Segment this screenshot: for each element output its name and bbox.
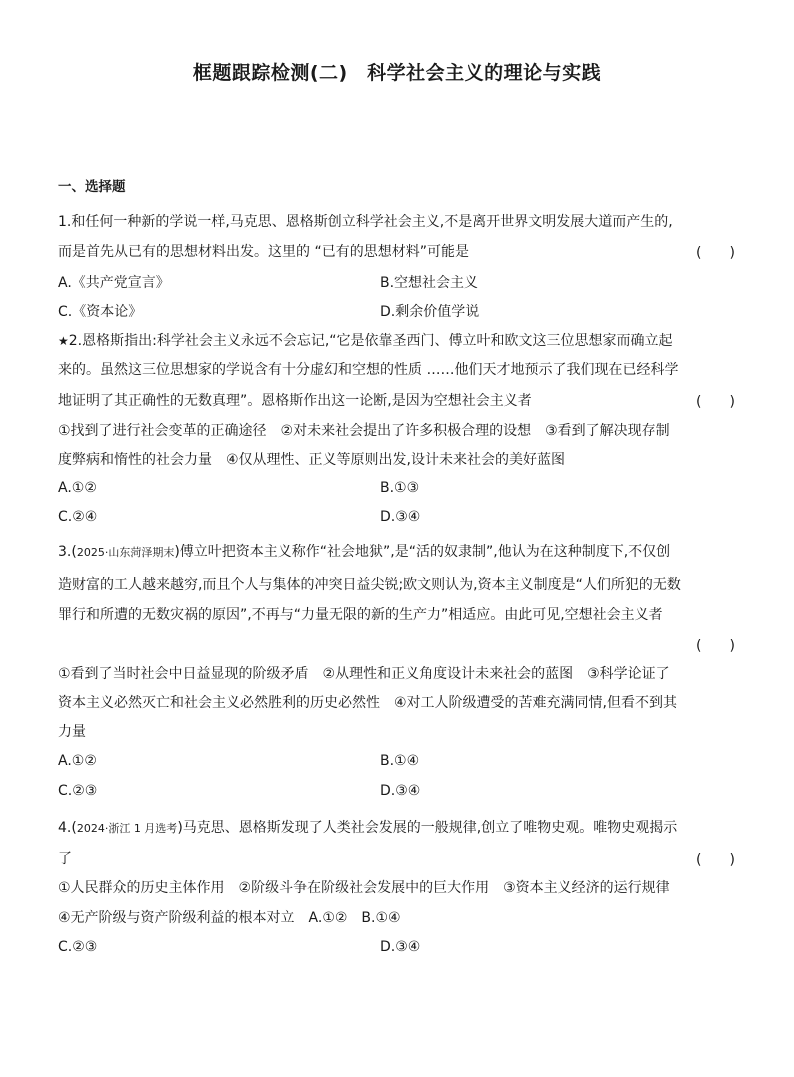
q2-stem-line-2: 来的。虽然这三位思想家的学说含有十分虚幻和空想的性质 ……他们天才地预示了我们现在已经科学 bbox=[58, 362, 679, 378]
q4-stem-line-1 bbox=[58, 818, 677, 839]
q1-stem-line-2: 而是首先从已有的思想材料出发。这里的 “已有的思想材料”可能是 bbox=[58, 244, 469, 260]
q4-stem-text-1: )马克思、恩格斯发现了人类社会发展的一般规律,创立了唯物史观。唯物史观揭示 bbox=[177, 820, 678, 836]
q1-answer-blank: ( ) bbox=[696, 245, 735, 261]
q3-statements-line-2: 资本主义必然灭亡和社会主义必然胜利的历史必然性 ④对工人阶级遭受的苦难充满同情,但看不到其 bbox=[58, 695, 677, 711]
q2-option-b: B.①③ bbox=[380, 480, 420, 496]
q4-source: 2024·浙江 1 月选考 bbox=[76, 822, 178, 835]
star-icon: ★ bbox=[58, 334, 69, 348]
q3-option-d: D.③④ bbox=[380, 783, 421, 799]
q4-option-c: C.②③ bbox=[58, 939, 98, 955]
q2-statements-line-2: 度弊病和惰性的社会力量 ④仅从理性、正义等原则出发,设计未来社会的美好蓝图 bbox=[58, 452, 565, 468]
section-heading: 一、选择题 bbox=[58, 179, 126, 195]
q4-statements-line-1: ①人民群众的历史主体作用 ②阶级斗争在阶级社会发展中的巨大作用 ③资本主义经济的运行规律 bbox=[58, 880, 670, 896]
q2-stem-line-3: 地证明了其正确性的无数真理”。恩格斯作出这一论断,是因为空想社会主义者 bbox=[58, 393, 532, 409]
q4-stem-line-2: 了 bbox=[58, 851, 72, 867]
q3-statements-line-1: ①看到了当时社会中日益显现的阶级矛盾 ②从理性和正义角度设计未来社会的蓝图 ③科学论证了 bbox=[58, 666, 670, 682]
q2-option-a: A.①② bbox=[58, 480, 97, 496]
q3-stem-text-1: )傅立叶把资本主义称作“社会地狱”,是“活的奴隶制”,他认为在这种制度下,不仅创 bbox=[174, 544, 671, 560]
q2-stem-text-1: 2.恩格斯指出:科学社会主义永远不会忘记,“它是依靠圣西门、傅立叶和欧文这三位思想家而确立起 bbox=[68, 333, 673, 349]
q2-statements-line-1: ①找到了进行社会变革的正确途径 ②对未来社会提出了许多积极合理的设想 ③看到了解决现存制 bbox=[58, 423, 670, 439]
q2-answer-blank: ( ) bbox=[696, 394, 735, 410]
q1-option-a: A.《共产党宣言》 bbox=[58, 275, 170, 291]
q3-number: 3.( bbox=[58, 544, 77, 560]
q1-option-b: B.空想社会主义 bbox=[380, 275, 479, 291]
q1-stem-line-1: 1.和任何一种新的学说一样,马克思、恩格斯创立科学社会主义,不是离开世界文明发展大道而产生的, bbox=[58, 214, 673, 230]
q3-stem-line-2: 造财富的工人越来越穷,而且个人与集体的冲突日益尖锐;欧文则认为,资本主义制度是“人们所犯的无数 bbox=[58, 577, 681, 593]
q3-answer-blank: ( ) bbox=[696, 638, 735, 654]
q1-option-c: C.《资本论》 bbox=[58, 304, 143, 320]
q2-option-c: C.②④ bbox=[58, 509, 98, 525]
q1-option-d: D.剩余价值学说 bbox=[380, 304, 480, 320]
q4-answer-blank: ( ) bbox=[696, 852, 735, 868]
q3-source: 2025·山东菏泽期末 bbox=[76, 546, 175, 559]
q3-option-b: B.①④ bbox=[380, 753, 420, 769]
q4-option-d: D.③④ bbox=[380, 939, 421, 955]
q4-statements-line-2: ④无产阶级与资产阶级利益的根本对立 A.①② B.①④ bbox=[58, 910, 401, 926]
q2-stem-line-1 bbox=[58, 331, 673, 351]
q2-option-d: D.③④ bbox=[380, 509, 421, 525]
q3-stem-line-1 bbox=[58, 542, 670, 563]
q3-option-a: A.①② bbox=[58, 753, 97, 769]
q3-option-c: C.②③ bbox=[58, 783, 98, 799]
page-title: 框题跟踪检测(二) 科学社会主义的理论与实践 bbox=[192, 62, 602, 84]
q3-statements-line-3: 力量 bbox=[58, 724, 86, 740]
q3-stem-line-3: 罪行和所遭的无数灾祸的原因”,不再与“力量无限的新的生产力”相适应。由此可见,空想社会主义者 bbox=[58, 607, 663, 623]
q4-number: 4.( bbox=[58, 820, 77, 836]
